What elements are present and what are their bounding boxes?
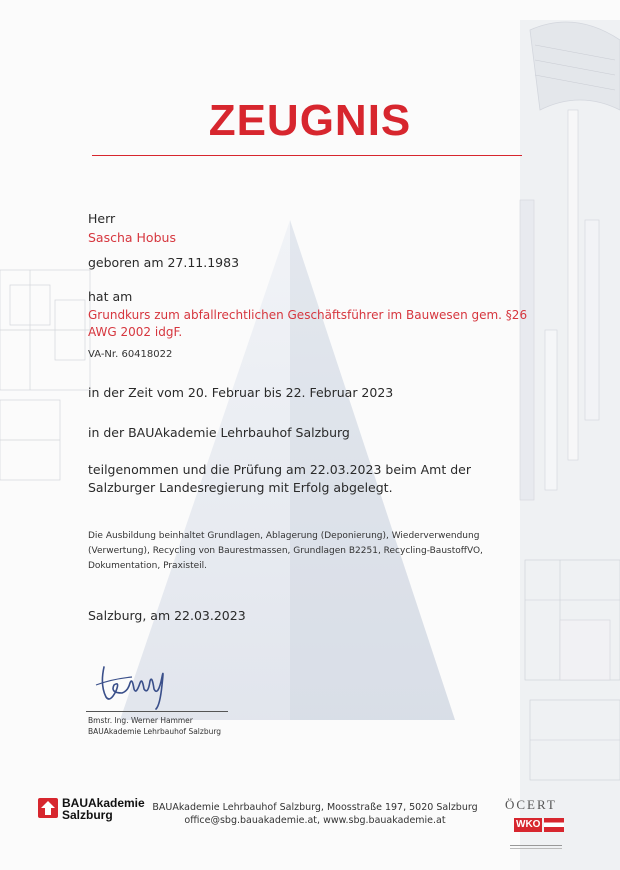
birth-date: geboren am 27.11.1983 (88, 255, 240, 270)
footer-contact: office@sbg.bauakademie.at, www.sbg.bauakademie.at (184, 815, 446, 826)
description-line2: (Verwertung), Recycling von Baurestmassen, Grundlagen B2251, Recycling-BaustoffVO, (88, 546, 483, 556)
signature-image (92, 655, 187, 710)
logo-line2: Salzburg (62, 808, 113, 822)
hat-am-text: hat am (88, 289, 133, 304)
description-line3: Dokumentation, Praxisteil. (88, 561, 208, 571)
wko-flag-icon (544, 818, 564, 832)
description-line1: Die Ausbildung beinhaltet Grundlagen, Ablagerung (Deponierung), Wiederverwendung (88, 531, 480, 541)
result-line2: Salzburger Landesregierung mit Erfolg abgelegt. (88, 480, 393, 495)
bauakademie-logo-text (62, 797, 145, 821)
result-line1: teilgenommen und die Prüfung am 22.03.2023 beim Amt der (88, 462, 471, 477)
house-icon (38, 798, 58, 818)
title-underline (92, 155, 522, 156)
wko-small-print (510, 835, 562, 841)
va-number: VA-Nr. 60418022 (88, 349, 173, 360)
signatory-name: Bmstr. Ing. Werner Hammer (88, 716, 193, 725)
recipient-name: Sascha Hobus (88, 230, 176, 245)
course-title-line2: AWG 2002 idgF. (88, 325, 183, 339)
wko-logo-text: WKO (516, 819, 541, 830)
footer-address: BAUAkademie Lehrbauhof Salzburg, Moosstraße 197, 5020 Salzburg (152, 802, 478, 813)
salutation: Herr (88, 211, 116, 226)
course-title-line1: Grundkurs zum abfallrechtlichen Geschäftsführer im Bauwesen gem. §26 (88, 308, 528, 322)
course-period: in der Zeit vom 20. Februar bis 22. Februar 2023 (88, 385, 394, 400)
logo-line1: BAUAkademie (62, 796, 145, 810)
course-venue: in der BAUAkademie Lehrbauhof Salzburg (88, 425, 350, 440)
signatory-organization: BAUAkademie Lehrbauhof Salzburg (88, 727, 222, 736)
signature-line (86, 711, 228, 712)
place-and-date: Salzburg, am 22.03.2023 (88, 608, 246, 623)
bauakademie-logo-mark (38, 798, 58, 818)
wko-logo (514, 818, 564, 832)
document-title: ZEUGNIS (208, 96, 412, 145)
oecert-mark: ÖCERT (505, 797, 557, 812)
